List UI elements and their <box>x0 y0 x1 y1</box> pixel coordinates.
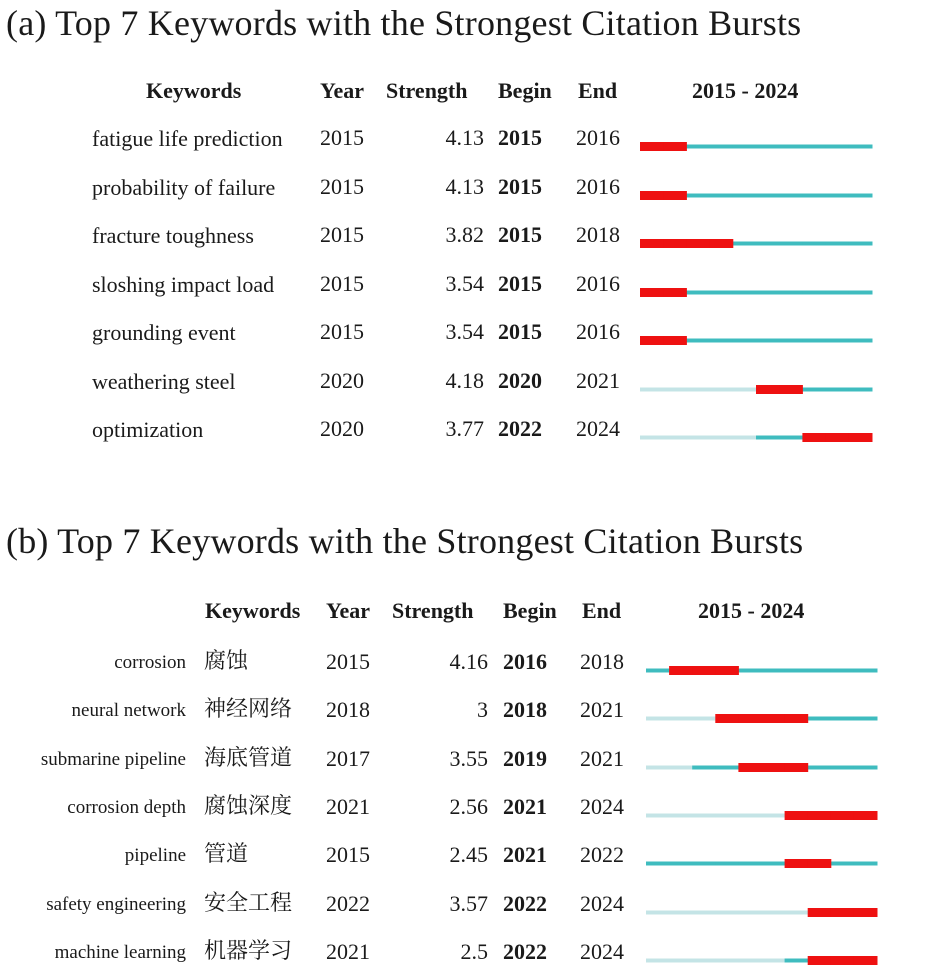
active-segment <box>808 717 832 721</box>
inactive-segment <box>686 436 710 440</box>
year-value: 2017 <box>326 745 370 771</box>
active-segment <box>669 862 693 866</box>
active-segment <box>802 242 826 246</box>
burst-segment <box>762 714 786 723</box>
inactive-segment <box>646 765 670 769</box>
active-segment <box>849 145 873 149</box>
keyword-label: corrosion depth <box>67 796 186 818</box>
active-segment <box>854 669 878 673</box>
burst-segment <box>826 433 850 442</box>
inactive-segment <box>646 813 670 817</box>
year-value: 2022 <box>326 890 370 916</box>
inactive-segment <box>733 387 757 391</box>
active-segment <box>738 669 762 673</box>
active-segment <box>779 339 803 343</box>
end-year-value: 2021 <box>580 745 624 771</box>
burst-timeline <box>646 714 879 726</box>
burst-timeline <box>646 666 879 678</box>
active-segment <box>779 193 803 197</box>
active-segment <box>738 862 762 866</box>
active-segment <box>756 193 780 197</box>
header-year: Year <box>326 598 370 623</box>
inactive-segment <box>686 387 710 391</box>
year-value: 2015 <box>326 842 370 868</box>
active-segment <box>831 765 855 769</box>
inactive-segment <box>640 436 664 440</box>
inactive-segment <box>646 910 670 914</box>
year-value: 2018 <box>326 697 370 723</box>
burst-timeline <box>640 336 874 348</box>
burst-segment <box>785 859 809 868</box>
burst-segment <box>779 385 803 394</box>
burst-segment <box>710 239 734 248</box>
begin-year-value: 2021 <box>503 793 547 819</box>
active-segment <box>756 145 780 149</box>
end-year-value: 2018 <box>580 649 624 674</box>
begin-year-value: 2022 <box>503 890 547 916</box>
header-strength: Strength <box>392 598 474 623</box>
burst-segment <box>715 714 739 723</box>
inactive-segment <box>785 910 809 914</box>
inactive-segment <box>646 958 670 962</box>
end-year-value: 2021 <box>580 697 624 723</box>
header-year-range: 2015 - 2024 <box>698 598 805 623</box>
burst-timeline <box>640 239 874 251</box>
inactive-segment <box>669 765 693 769</box>
burst-segment <box>831 811 855 820</box>
keyword-label: safety engineering <box>46 893 186 915</box>
end-year-value: 2016 <box>576 125 620 150</box>
keyword-label: neural network <box>71 700 186 722</box>
burst-segment <box>640 288 664 297</box>
header-end: End <box>578 78 618 103</box>
burst-segment <box>808 859 832 868</box>
active-segment <box>802 387 826 391</box>
year-value: 2021 <box>326 793 370 819</box>
active-segment <box>686 145 710 149</box>
strength-value: 3.57 <box>449 890 488 916</box>
header-strength: Strength <box>386 78 468 103</box>
keyword-label: pipeline <box>124 845 186 867</box>
burst-segment <box>785 763 809 772</box>
inactive-segment <box>692 813 716 817</box>
begin-year-value: 2022 <box>503 938 547 964</box>
year-value: 2015 <box>320 270 364 296</box>
active-segment <box>692 765 716 769</box>
burst-segment <box>849 433 873 442</box>
inactive-segment <box>738 958 762 962</box>
keyword-label: probability of failure <box>92 174 276 200</box>
strength-value: 3 <box>477 697 488 723</box>
active-segment <box>715 765 739 769</box>
inactive-segment <box>669 958 693 962</box>
burst-segment <box>640 191 664 200</box>
keyword-chinese-label: 管道 <box>204 842 249 868</box>
year-value: 2015 <box>326 649 370 674</box>
keyword-label: fatigue life prediction <box>92 126 283 151</box>
keyword-chinese-label: 神经网络 <box>204 697 293 723</box>
burst-segment <box>663 288 687 297</box>
active-segment <box>779 145 803 149</box>
strength-value: 3.77 <box>445 416 484 441</box>
active-segment <box>779 242 803 246</box>
active-segment <box>779 436 803 440</box>
inactive-segment <box>762 813 786 817</box>
burst-segment <box>669 666 693 675</box>
keyword-chinese-label: 机器学习 <box>204 938 293 964</box>
inactive-segment <box>669 910 693 914</box>
burst-segment <box>831 908 855 917</box>
inactive-segment <box>733 436 757 440</box>
end-year-value: 2024 <box>580 890 624 916</box>
begin-year-value: 2019 <box>503 745 547 771</box>
strength-value: 2.56 <box>449 793 488 819</box>
begin-year-value: 2015 <box>498 125 542 150</box>
active-segment <box>710 290 734 294</box>
active-segment <box>808 765 832 769</box>
inactive-segment <box>663 387 687 391</box>
active-segment <box>733 290 757 294</box>
keyword-chinese-label: 安全工程 <box>204 890 293 916</box>
begin-year-value: 2015 <box>498 222 542 247</box>
burst-segment <box>640 336 664 345</box>
begin-year-value: 2022 <box>498 416 542 441</box>
strength-value: 4.16 <box>449 649 488 674</box>
inactive-segment <box>663 436 687 440</box>
active-segment <box>854 717 878 721</box>
burst-segment <box>756 385 780 394</box>
year-value: 2020 <box>320 367 364 393</box>
burst-timeline <box>646 763 879 775</box>
active-segment <box>756 242 780 246</box>
active-segment <box>785 958 809 962</box>
end-year-value: 2024 <box>576 416 620 441</box>
burst-timeline <box>640 142 874 154</box>
end-year-value: 2024 <box>580 793 624 819</box>
active-segment <box>733 145 757 149</box>
begin-year-value: 2016 <box>503 649 547 674</box>
keyword-label: submarine pipeline <box>40 748 186 770</box>
inactive-segment <box>738 813 762 817</box>
strength-value: 3.54 <box>445 270 484 296</box>
end-year-value: 2021 <box>576 367 620 393</box>
active-segment <box>733 242 757 246</box>
end-year-value: 2018 <box>576 222 620 247</box>
active-segment <box>733 193 757 197</box>
burst-timeline <box>640 385 874 397</box>
active-segment <box>802 145 826 149</box>
burst-segment <box>854 956 878 965</box>
header-begin: Begin <box>498 78 552 103</box>
inactive-segment <box>669 717 693 721</box>
begin-year-value: 2015 <box>498 319 542 344</box>
active-segment <box>646 862 670 866</box>
active-segment <box>826 242 850 246</box>
inactive-segment <box>715 910 739 914</box>
burst-timeline <box>646 956 879 968</box>
burst-segment <box>854 811 878 820</box>
inactive-segment <box>762 910 786 914</box>
end-year-value: 2016 <box>576 319 620 344</box>
burst-segment <box>808 811 832 820</box>
end-year-value: 2016 <box>576 173 620 199</box>
strength-value: 3.82 <box>445 222 484 247</box>
begin-year-value: 2020 <box>498 367 542 393</box>
active-segment <box>854 765 878 769</box>
active-segment <box>849 339 873 343</box>
active-segment <box>686 290 710 294</box>
burst-segment <box>762 763 786 772</box>
active-segment <box>831 862 855 866</box>
keyword-label: machine learning <box>54 941 186 963</box>
year-value: 2020 <box>320 416 364 441</box>
active-segment <box>710 339 734 343</box>
begin-year-value: 2021 <box>503 842 547 868</box>
year-value: 2015 <box>320 173 364 199</box>
begin-year-value: 2018 <box>503 697 547 723</box>
strength-value: 3.54 <box>445 319 484 344</box>
inactive-segment <box>692 958 716 962</box>
burst-segment <box>785 811 809 820</box>
burst-segment <box>831 956 855 965</box>
burst-segment <box>808 956 832 965</box>
active-segment <box>646 669 670 673</box>
keyword-label: corrosion <box>114 652 186 673</box>
burst-timeline <box>646 811 879 823</box>
header-year: Year <box>320 78 364 103</box>
burst-segment <box>640 239 664 248</box>
panel-title: (b) Top 7 Keywords with the Strongest Citation Bursts <box>6 521 804 561</box>
active-segment <box>802 339 826 343</box>
burst-timeline <box>640 288 874 300</box>
burst-segment <box>802 433 826 442</box>
active-segment <box>826 387 850 391</box>
burst-segment <box>715 666 739 675</box>
end-year-value: 2022 <box>580 842 624 868</box>
keyword-label: optimization <box>92 417 204 442</box>
inactive-segment <box>762 958 786 962</box>
begin-year-value: 2015 <box>498 270 542 296</box>
strength-value: 3.55 <box>449 745 488 771</box>
year-value: 2015 <box>320 125 364 150</box>
inactive-segment <box>738 910 762 914</box>
burst-segment <box>663 336 687 345</box>
active-segment <box>686 339 710 343</box>
active-segment <box>849 193 873 197</box>
burst-segment <box>738 714 762 723</box>
burst-segment <box>663 142 687 151</box>
header-year-range: 2015 - 2024 <box>692 78 799 103</box>
header-begin: Begin <box>503 598 557 623</box>
end-year-value: 2024 <box>580 938 624 964</box>
inactive-segment <box>715 958 739 962</box>
active-segment <box>826 339 850 343</box>
active-segment <box>779 290 803 294</box>
active-segment <box>762 862 786 866</box>
active-segment <box>831 717 855 721</box>
burst-timeline <box>646 859 879 871</box>
burst-segment <box>692 666 716 675</box>
inactive-segment <box>710 436 734 440</box>
active-segment <box>849 387 873 391</box>
year-value: 2015 <box>320 319 364 344</box>
header-keywords: Keywords <box>146 78 242 103</box>
active-segment <box>785 669 809 673</box>
active-segment <box>826 193 850 197</box>
strength-value: 4.13 <box>445 125 484 150</box>
active-segment <box>756 436 780 440</box>
inactive-segment <box>710 387 734 391</box>
active-segment <box>710 193 734 197</box>
inactive-segment <box>692 910 716 914</box>
begin-year-value: 2015 <box>498 173 542 199</box>
active-segment <box>831 669 855 673</box>
strength-value: 2.45 <box>449 842 488 868</box>
end-year-value: 2016 <box>576 270 620 296</box>
panel-title: (a) Top 7 Keywords with the Strongest Citation Bursts <box>6 3 802 43</box>
header-keywords: Keywords <box>205 598 301 623</box>
burst-segment <box>854 908 878 917</box>
active-segment <box>849 242 873 246</box>
keyword-label: weathering steel <box>92 368 236 394</box>
active-segment <box>826 290 850 294</box>
active-segment <box>692 862 716 866</box>
strength-value: 4.18 <box>445 367 484 393</box>
keyword-label: sloshing impact load <box>92 271 275 297</box>
active-segment <box>762 669 786 673</box>
keyword-label: grounding event <box>92 320 236 345</box>
inactive-segment <box>646 717 670 721</box>
active-segment <box>808 669 832 673</box>
active-segment <box>756 339 780 343</box>
burst-segment <box>663 191 687 200</box>
year-value: 2015 <box>320 222 364 247</box>
active-segment <box>854 862 878 866</box>
active-segment <box>686 193 710 197</box>
active-segment <box>715 862 739 866</box>
year-value: 2021 <box>326 938 370 964</box>
active-segment <box>826 145 850 149</box>
keyword-chinese-label: 腐蚀 <box>204 649 249 674</box>
keyword-chinese-label: 海底管道 <box>204 745 293 771</box>
inactive-segment <box>715 813 739 817</box>
strength-value: 4.13 <box>445 173 484 199</box>
keyword-chinese-label: 腐蚀深度 <box>204 793 293 819</box>
active-segment <box>849 290 873 294</box>
active-segment <box>802 193 826 197</box>
burst-segment <box>808 908 832 917</box>
burst-segment <box>686 239 710 248</box>
burst-timeline <box>646 908 879 920</box>
keyword-label: fracture toughness <box>92 223 254 248</box>
active-segment <box>756 290 780 294</box>
header-end: End <box>582 598 622 623</box>
active-segment <box>802 290 826 294</box>
inactive-segment <box>640 387 664 391</box>
inactive-segment <box>669 813 693 817</box>
burst-segment <box>640 142 664 151</box>
burst-timeline <box>640 191 874 203</box>
active-segment <box>733 339 757 343</box>
inactive-segment <box>692 717 716 721</box>
burst-segment <box>785 714 809 723</box>
burst-segment <box>663 239 687 248</box>
active-segment <box>710 145 734 149</box>
burst-segment <box>738 763 762 772</box>
strength-value: 2.5 <box>460 938 488 964</box>
burst-timeline <box>640 433 874 445</box>
